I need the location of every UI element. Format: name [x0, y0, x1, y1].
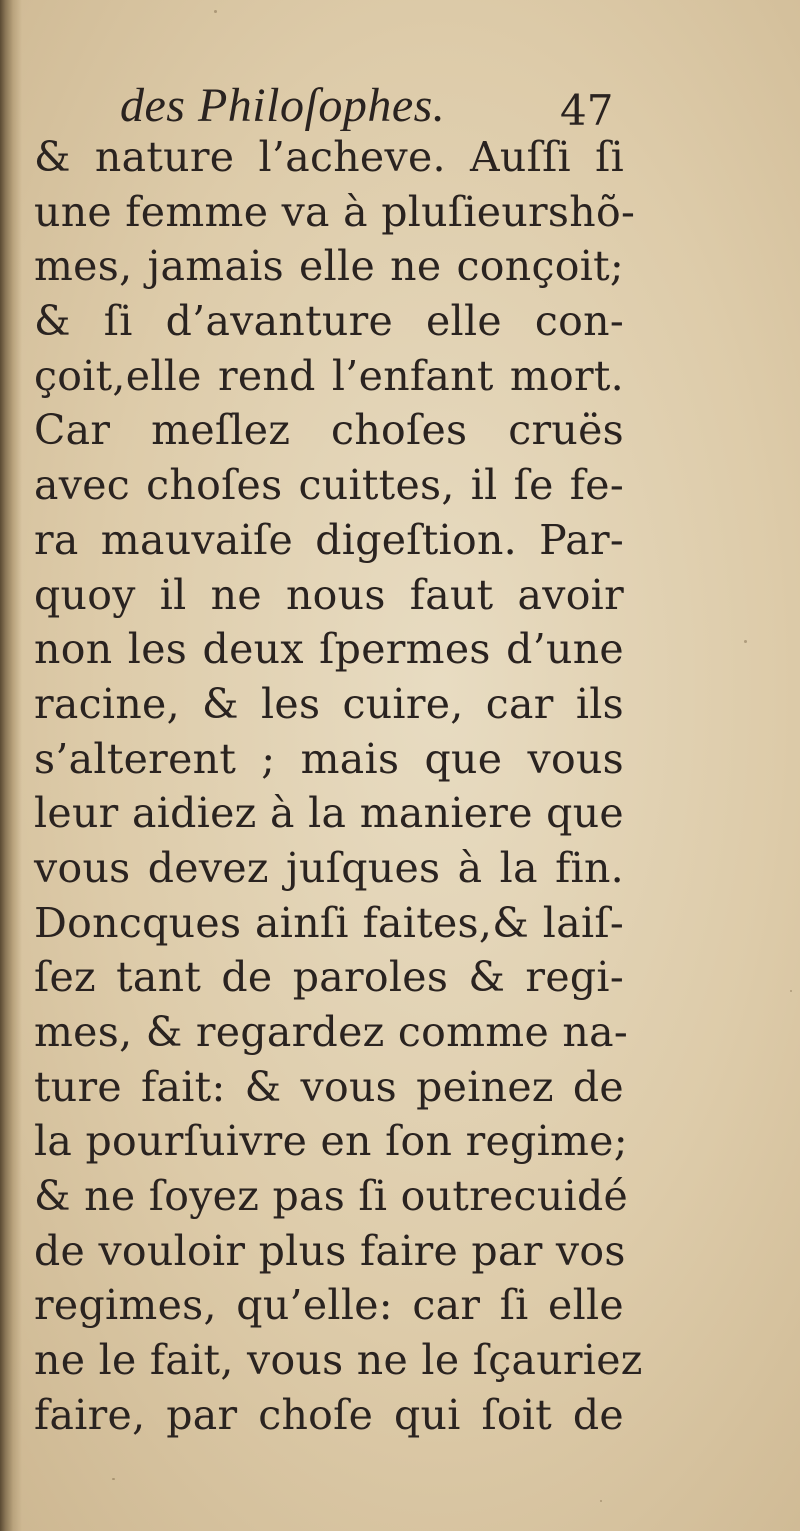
page-number: 47: [560, 86, 614, 135]
text-line: quoy il ne nous faut avoir: [34, 570, 624, 619]
text-line: ne le fait, vous ne le ſçauriez: [34, 1336, 643, 1385]
paper-speck: [600, 1500, 602, 1502]
text-line: ſez tant de paroles & regi-: [34, 953, 624, 1002]
text-line: çoit,elle rend l’enfant mort.: [34, 351, 624, 400]
text-line: regimes, qu’elle: car ſi elle: [34, 1281, 624, 1330]
text-line: Doncques ainſi faites,& laiſ-: [34, 898, 624, 947]
text-line: vous devez juſques à la fin.: [34, 843, 624, 892]
text-line: faire, par choſe qui ſoit de: [34, 1390, 624, 1439]
text-line: leur aidiez à la maniere que: [34, 789, 624, 838]
text-line: & ne ſoyez pas ſi outrecuidé: [34, 1172, 629, 1221]
text-line: avec choſes cuittes, il ſe fe-: [34, 461, 624, 510]
text-line: mes, & regardez comme na-: [34, 1008, 628, 1056]
text-line: de vouloir plus faire par vos: [34, 1226, 626, 1275]
body-text: [34, 130, 643, 1443]
text-line: & nature l’acheve. Auſſi ſi: [34, 133, 624, 181]
text-line: ture fait: & vous peinez de: [34, 1062, 624, 1111]
text-line: ra mauvaiſe digeſtion. Par-: [34, 515, 624, 564]
text-line: Car meſlez choſes cruës: [34, 406, 624, 455]
text-line: mes, jamais elle ne conçoit;: [34, 242, 624, 291]
binding-gutter: [0, 0, 22, 1531]
text-line: la pourſuivre en ſon regime;: [34, 1117, 628, 1166]
paper-speck: [790, 990, 792, 992]
text-line: non les deux ſpermes d’une: [34, 625, 624, 674]
running-head: des Philoſophes.: [120, 79, 446, 132]
paper-speck: [112, 1478, 115, 1480]
text-line: une femme va à pluſieurshõ-: [34, 187, 636, 236]
text-line: racine, & les cuire, car ils: [34, 679, 624, 728]
text-line: & ſi d’avanture elle con-: [34, 297, 624, 346]
text-line: s’alterent ; mais que vous: [34, 734, 624, 783]
paper-speck: [214, 10, 217, 13]
paper-speck: [744, 640, 747, 643]
